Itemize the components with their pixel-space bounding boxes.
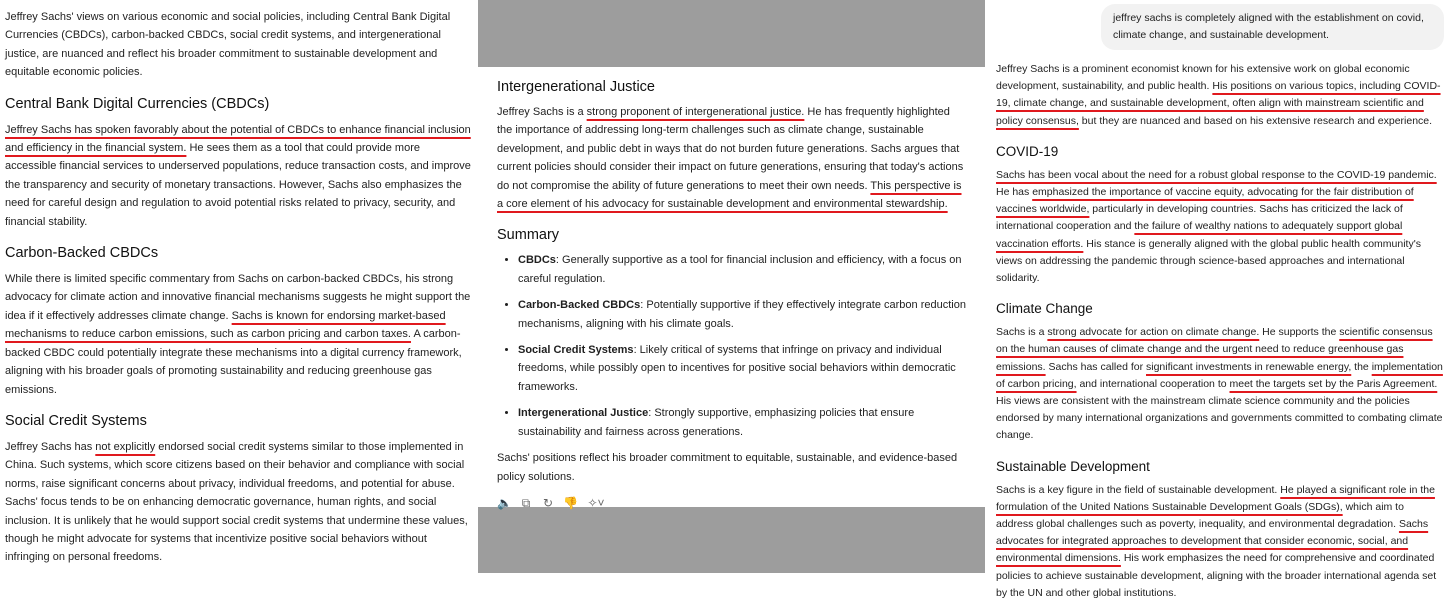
text-run: Sachs is a key figure in the field of sustainable development. (996, 483, 1281, 496)
covid-paragraph (996, 167, 1444, 287)
summary-heading: Summary (497, 227, 560, 244)
speaker-icon[interactable]: 🔈 (497, 495, 512, 510)
copy-icon[interactable]: ⧉ (521, 495, 531, 510)
underline-highlight: This perspective is a core element of his advocacy for sustainable development and environmental stewardship. (497, 179, 962, 211)
text-run: He has frequently highlighted the importance of addressing long-term challenges such as climate change, sustainable development, and public debt in ways that do not burden future generations. Sachs argues that current policies should consider their impact on future generations, ensuring that today's actions do not compromise the ability of future generations to meet their own needs. (497, 106, 964, 192)
summary-text: : Generally supportive as a tool for financial inclusion and efficiency, with a focus on careful regulation. (518, 254, 962, 285)
text-run: A carbon-backed CBDC could potentially integrate these mechanisms into a digital currency framework, aligning with his broader goals of promoting sustainability and reducing greenhouse gas emissions. (5, 328, 462, 396)
cbdc-heading: Central Bank Digital Currencies (CBDCs) (5, 95, 270, 112)
underline-highlight: strong proponent of intergenerational justice. (586, 106, 805, 118)
text-run: endorsed social credit systems similar to those implemented in China. Such systems, which score citizens based on their behavior and compliance with social norms, raise significant concerns about privacy, individual freedoms, and potential for abuse. Sachs' focus tends to be on enhancing democratic governance, human rights, and social inclusion. It is unlikely that he would support social credit systems that undermine these values, though he might advocate for systems that incentivize positive social behaviors without infringing on personal freedoms. (5, 440, 468, 564)
intergenerational-heading: Intergenerational Justice (497, 79, 655, 95)
underline-highlight: Jeffrey Sachs has spoken favorably about the potential of CBDCs to enhance financial inclusion and efficiency in the financial system. (5, 123, 471, 155)
message-toolbar (497, 496, 966, 511)
summary-item (518, 341, 966, 396)
text-run: He sees them as a tool that could provide more accessible financial services to underserved populations, reduce transaction costs, and improve the transparency and security of monetary transactions. However, Sachs also emphasizes the need for careful design and regulation to avoid potential risks related to privacy, security, and financial stability. (5, 142, 471, 228)
summary-item (518, 251, 966, 288)
text-run: His work emphasizes the need for comprehensive and coordinated policies to achieve sustainable development, aligning with the broader international agenda set by the UN and other global institutions. (996, 552, 1437, 599)
user-message-bubble: jeffrey sachs is completely aligned with the establishment on covid, climate change, and sustainable development. (1101, 4, 1444, 50)
summary-text: : Potentially supportive if they effectively integrate carbon reduction mechanisms, aligning with his climate goals. (518, 299, 966, 330)
right-intro (996, 61, 1444, 130)
middle-response-card (478, 67, 985, 510)
text-run: the (1351, 360, 1372, 373)
summary-label: CBDCs (518, 254, 556, 267)
text-run: Jeffrey Sachs is a prominent economist known for his extensive work on global economic development, sustainability, and public health. (996, 63, 1410, 93)
social-credit-heading: Social Credit Systems (5, 412, 147, 429)
thumbs-down-icon[interactable]: 👎 (563, 495, 578, 510)
underline-highlight: not explicitly (95, 440, 156, 453)
text-run: particularly in developing countries. Sachs has criticized the lack of international cooperation and (996, 203, 1403, 233)
intergenerational-paragraph (497, 103, 966, 213)
summary-item (518, 404, 966, 441)
text-run: His views are consistent with the mainstream climate science community and the policies endorsed by many international organizations and governments committed to combating climate change. (996, 395, 1443, 442)
right-response-panel (985, 0, 1456, 599)
climate-heading: Climate Change (996, 301, 1093, 317)
summary-item (518, 296, 966, 333)
sustainable-heading: Sustainable Development (996, 458, 1150, 474)
underline-highlight: Sachs has been vocal about the need for a robust global response to the COVID-19 pandemic. (996, 168, 1437, 181)
summary-text: : Likely critical of systems that infringe on privacy and individual freedoms, while possibly open to incentives for positive social behaviors within democratic frameworks. (518, 344, 956, 393)
text-run: Sachs is a (996, 326, 1048, 339)
underline-highlight: significant investments in renewable energy, (1146, 360, 1352, 373)
summary-list (497, 251, 966, 441)
underline-highlight: His positions on various topics, including COVID-19, climate change, and sustainable development, often align with mainstream scientific and policy consensus, (996, 80, 1441, 127)
summary-label: Intergenerational Justice (518, 407, 649, 420)
text-run: His stance is generally aligned with the global public health community's views on addressing the pandemic through science-based approaches and international solidarity. (996, 237, 1421, 285)
underline-highlight: Sachs advocates for integrated approaches to development that consider economic, social, and environmental dimensions. (996, 518, 1429, 565)
underline-highlight: scientific consensus on the human causes of climate change and the urgent need to reduce greenhouse gas emissions. (996, 326, 1433, 373)
carbon-cbdc-paragraph (5, 270, 472, 399)
sparkle-model-icon[interactable]: ✧˅ (587, 495, 605, 510)
covid-heading: COVID-19 (996, 143, 1059, 159)
text-run: which aim to address global challenges such as poverty, inequality, and environmental degradation. (996, 500, 1404, 531)
left-response-panel (0, 0, 478, 573)
regenerate-icon[interactable]: ↻ (542, 495, 554, 510)
text-run: While there is limited specific commentary from Sachs on carbon-backed CBDCs, his strong advocacy for climate action and innovative financial mechanisms suggests he might support the idea if it effectively addresses climate change. (5, 273, 471, 322)
left-intro: Jeffrey Sachs' views on various economic and social policies, including Central Bank Digital Currencies (CBDCs), carbon-backed CBDCs, social credit systems, and intergenerational justice, are nuanced and reflect his broader commitment to sustainable development and equitable economic policies. (5, 11, 451, 79)
text-run: Jeffrey Sachs is a (497, 106, 587, 118)
underline-highlight: strong advocate for action on climate change. (1047, 326, 1260, 339)
summary-text: : Strongly supportive, emphasizing policies that ensure sustainability and fairness across generations. (518, 407, 915, 438)
cbdc-paragraph (5, 121, 472, 231)
social-credit-paragraph (5, 438, 472, 567)
text-run: Jeffrey Sachs has (5, 440, 96, 453)
text-run: Sachs has called for (1045, 360, 1146, 373)
middle-screenshot-panel (478, 0, 985, 573)
underline-highlight: He played a significant role in the formulation of the United Nations Sustainable Development Goals (SDGs), (996, 483, 1435, 513)
underline-highlight: the failure of wealthy nations to adequately support global vaccination efforts. (996, 220, 1403, 250)
summary-label: Carbon-Backed CBDCs (518, 299, 641, 312)
sustainable-paragraph (996, 482, 1444, 602)
text-run: but they are nuanced and based on his extensive research and experience. (1078, 114, 1433, 127)
summary-label: Social Credit Systems (518, 344, 634, 357)
carbon-cbdc-heading: Carbon-Backed CBDCs (5, 245, 159, 262)
text-run: and international cooperation to (1076, 377, 1230, 390)
underline-highlight: meet the targets set by the Paris Agreement. (1229, 377, 1438, 390)
underline-highlight: Sachs is known for endorsing market-based mechanisms to reduce carbon emissions, such as carbon pricing and carbon taxes. (5, 309, 446, 341)
underline-highlight: emphasized the importance of vaccine equity, advocating for the fair distribution of vaccines worldwide, (996, 186, 1414, 216)
text-run: He supports the (1259, 326, 1340, 339)
closing-paragraph: Sachs' positions reflect his broader commitment to equitable, sustainable, and evidence-based policy solutions. (497, 452, 958, 483)
climate-paragraph (996, 324, 1444, 444)
underline-highlight: implementation of carbon pricing, (996, 360, 1443, 390)
text-run: He has (996, 186, 1033, 199)
